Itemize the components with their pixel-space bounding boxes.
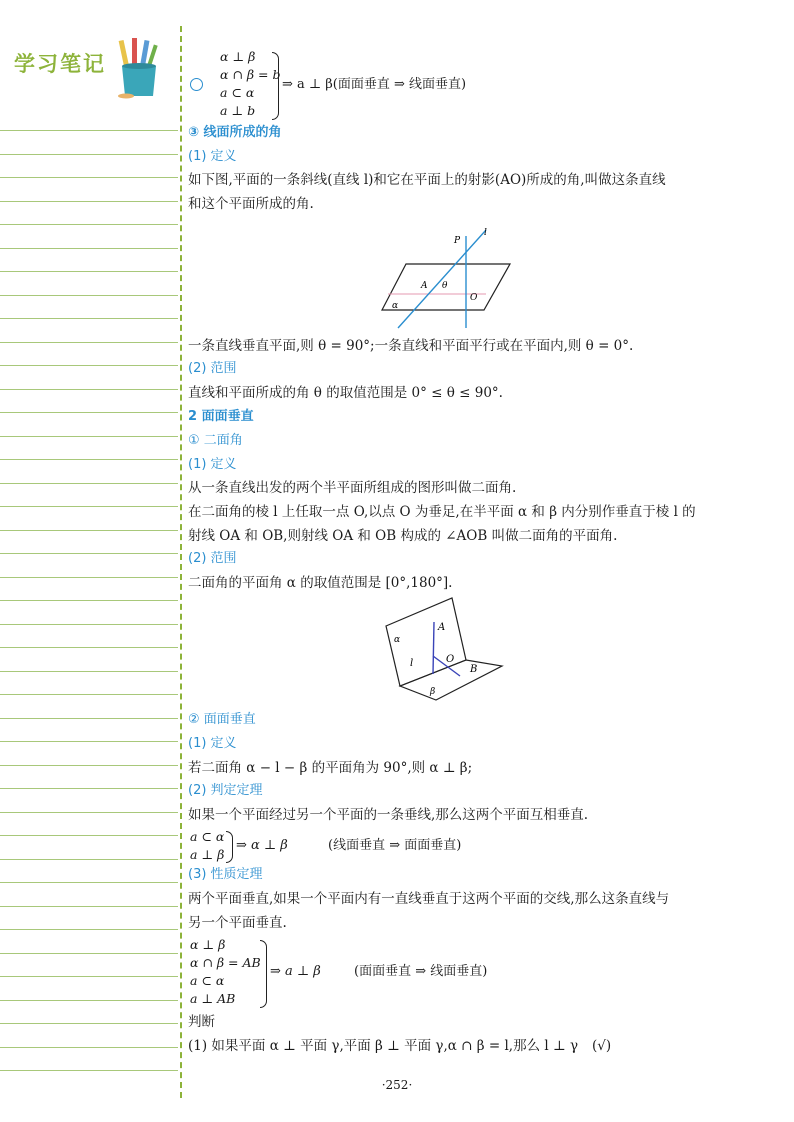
judgement-note: (线面垂直 ⇒ 面面垂直) [328,838,462,853]
notebook-rule-line [0,906,178,907]
property-conditions [190,936,261,1008]
line-plane-angle-figure [378,222,518,332]
paragraph-line: 若二面角 α − l − β 的平面角为 90°,则 α ⊥ β; [188,760,473,776]
notebook-rule-line [0,130,178,131]
notebook-rule-line [0,553,178,554]
subsection-label: (1) 定义 [188,736,237,751]
paragraph-line: 和这个平面所成的角. [188,196,314,212]
notebook-rule-line [0,342,178,343]
notebook-rule-line [0,177,178,178]
notebook-rule-line [0,1000,178,1001]
notebook-rule-line [0,295,178,296]
condition: a ⊥ AB [190,991,236,1006]
notebook-rule-line [0,835,178,836]
paragraph-line: 如果一个平面经过另一个平面的一条垂线,那么这两个平面互相垂直. [188,807,589,823]
paragraph-line: 射线 OA 和 OB,则射线 OA 和 OB 构成的 ∠AOB 叫做二面角的平面角. [188,528,618,544]
notebook-rule-line [0,812,178,813]
point-p-label: P [454,236,461,246]
half-plane-alpha-label: α [394,635,401,645]
theta-label: θ [442,281,448,291]
plane-alpha-label: α [392,301,399,311]
notebook-rule-line [0,577,178,578]
notebook-rule-line [0,530,178,531]
notes-title: 学习笔记 [14,52,106,76]
judge-label: 判断 [188,1014,215,1030]
property-conclusion: ⇒ a ⊥ β [270,964,321,979]
point-a-label: A [438,622,446,633]
condition: α ∩ β = AB [190,955,261,970]
notes-sidebar [0,0,178,1122]
right-brace [260,940,267,1008]
notebook-rule-line [0,624,178,625]
notebook-rule-line [0,154,178,155]
condition: α ∩ β = b [220,67,281,82]
notebook-rule-line [0,271,178,272]
notebook-rule-line [0,929,178,930]
paragraph-line: 如下图,平面的一条斜线(直线 l)和它在平面上的射影(AO)所成的角,叫做这条直线 [188,172,666,188]
paragraph-line: 另一个平面垂直. [188,915,287,931]
right-brace [226,831,233,863]
subsection-label: (1) 定义 [188,149,237,164]
notebook-rule-line [0,248,178,249]
notebook-rule-line [0,224,178,225]
pencil-cup-icon [116,36,162,100]
notebook-rule-line [0,788,178,789]
notebook-rule-line [0,506,178,507]
paragraph-line: 直线和平面所成的角 θ 的取值范围是 0° ≤ θ ≤ 90°. [188,385,503,401]
judgement-conditions [190,828,224,864]
subsection-label: (2) 范围 [188,551,237,566]
notebook-rule-line [0,1023,178,1024]
line-l-label: l [484,228,487,238]
notebook-rule-line [0,201,178,202]
condition: a ⊂ α [190,973,225,988]
face-perp-conclusion: ⇒ a ⊥ β(面面垂直 ⇒ 线面垂直) [282,77,467,92]
condition: a ⊥ β [190,847,225,862]
section-heading: ③ 线面所成的角 [188,125,282,140]
subsection-label: (2) 判定定理 [188,783,263,798]
notebook-rule-line [0,365,178,366]
point-a-label: A [421,281,428,291]
notebook-rule-line [0,953,178,954]
condition: α ⊥ β [220,49,256,64]
notebook-rule-line [0,647,178,648]
condition: a ⊂ α [190,829,225,844]
half-plane-beta-label: β [430,687,436,697]
paragraph-line: 从一条直线出发的两个半平面所组成的图形叫做二面角. [188,480,517,496]
subsection-label: ① 二面角 [188,433,243,448]
condition: a ⊥ b [220,103,256,118]
subsection-label: (3) 性质定理 [188,867,263,882]
dihedral-angle-figure [384,596,506,710]
notebook-rule-line [0,741,178,742]
subsection-label: (1) 定义 [188,457,237,472]
notebook-rule-line [0,671,178,672]
notebook-rule-line [0,765,178,766]
notebook-rule-line [0,412,178,413]
section-heading: 2 面面垂直 [188,409,254,424]
notebook-rule-line [0,318,178,319]
judge-answer: (√) [592,1038,612,1054]
paragraph-line: 两个平面垂直,如果一个平面内有一直线垂直于这两个平面的交线,那么这条直线与 [188,891,670,907]
notebook-rule-line [0,694,178,695]
margin-divider [180,26,182,1098]
notebook-rule-line [0,1047,178,1048]
point-b-label: B [470,664,478,675]
notebook-rule-line [0,976,178,977]
judgement-conclusion: ⇒ α ⊥ β [236,838,288,853]
bullet-circle-icon [190,78,203,91]
notebook-rule-line [0,600,178,601]
paragraph-line: 二面角的平面角 α 的取值范围是 [0°,180°]. [188,575,453,591]
notebook-rule-line [0,389,178,390]
right-brace [272,52,279,120]
edge-l-label: l [410,658,414,669]
point-o-label: O [446,654,455,665]
paragraph-line: 在二面角的棱 l 上任取一点 O,以点 O 为垂足,在半平面 α 和 β 内分别作垂直于棱 l 的 [188,504,696,520]
subsection-label: ② 面面垂直 [188,712,256,727]
judge-item: (1) 如果平面 α ⊥ 平面 γ,平面 β ⊥ 平面 γ,α ∩ β = l,那么 l ⊥ γ [188,1038,579,1054]
point-o-label: O [470,293,478,303]
notebook-rule-line [0,718,178,719]
subsection-label: (2) 范围 [188,361,237,376]
condition: α ⊥ β [190,937,226,952]
notebook-rule-line [0,436,178,437]
notebook-rule-line [0,882,178,883]
notebook-rule-line [0,859,178,860]
notebook-rule-line [0,459,178,460]
paragraph-line: 一条直线垂直平面,则 θ = 90°;一条直线和平面平行或在平面内,则 θ = 0°. [188,338,634,354]
notebook-rule-line [0,1070,178,1071]
page-number: ·252· [381,1078,413,1092]
notebook-rule-line [0,483,178,484]
condition: a ⊂ α [220,85,255,100]
property-note: (面面垂直 ⇒ 线面垂直) [354,964,488,979]
